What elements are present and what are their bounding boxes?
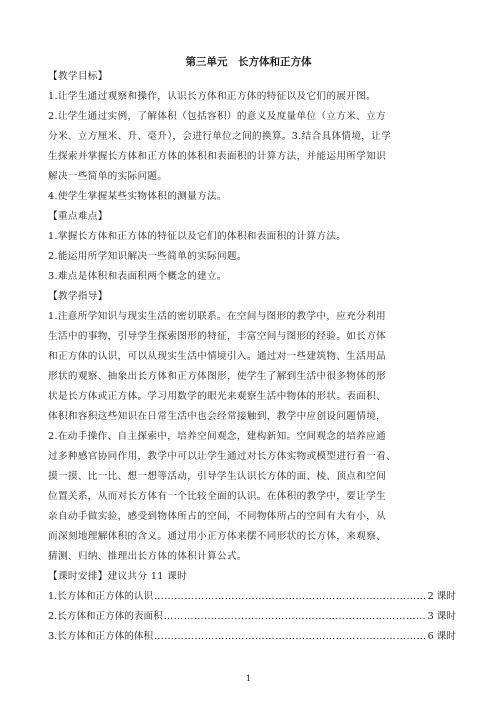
leader-dots — [154, 591, 427, 603]
schedule-item: 3.长方体和正方体的体积 — [48, 631, 154, 642]
text-line: 1.注意所学知识与现实生活的密切联系。在空间与图形的教学中，应充分利用 — [48, 311, 386, 322]
schedule-item: 1.长方体和正方体的认识 — [48, 591, 154, 602]
leader-dots — [164, 611, 427, 623]
schedule-hours: 6 课时 — [427, 631, 456, 642]
page-title: 第三单元 长方体和正方体 — [185, 56, 312, 68]
schedule-hours: 2 课时 — [427, 591, 456, 602]
section-heading-key-points: 【重点难点】 — [48, 211, 108, 222]
text-line: 分米、立方厘米、升、毫升），会进行单位之间的换算。3.结合具体情境，让学 — [48, 131, 392, 142]
text-line: 1.让学生通过观察和操作，认识长方体和正方体的特征以及它们的展开图。 — [48, 91, 377, 102]
leader-dots — [154, 631, 427, 643]
text-line: 位置关系，从而对长方体有一个比较全面的认识。在体积的教学中，要让学生 — [48, 491, 387, 502]
text-line: 生活中的事物，引导学生探索图形的特征，丰富空间与图形的经验。如长方体 — [48, 331, 387, 342]
text-line: 和正方体的认识，可以从现实生活中情境引入。通过对一些建筑物、生活用品 — [48, 351, 387, 362]
text-line: 猜测、归纳、推理出长方体的体积计算公式。 — [48, 551, 247, 562]
text-line: 状是长方体或正方体。学习用数学的眼光来观察生活中物体的形状。表面积、 — [48, 391, 387, 402]
schedule-item: 2.长方体和正方体的表面积 — [48, 611, 163, 622]
text-line: 过多种感官协同作用，教学中可以让学生通过对长方体实物或模型进行看一看、 — [48, 451, 397, 462]
text-line: 体积和容积这些知识在日常生活中也会经常接触到，教学中应创设问题情境， — [48, 411, 387, 422]
section-heading-objectives: 【教学目标】 — [48, 71, 108, 82]
text-line: 亲自动手做实验，感受到物体所占的空间，不同物体所占的空间有大有小，从 — [48, 511, 387, 522]
schedule-row — [48, 591, 456, 603]
text-line: 1.掌握长方体和正方体的特征以及它们的体积和表面积的计算方法。 — [48, 231, 347, 242]
text-line: 2.在动手操作、自主探索中，培养空间观念，建构新知。空间观念的培养应通 — [48, 431, 386, 442]
text-line: 形状的观察、抽象出长方体和正方体图形，使学生了解到生活中很多物体的形 — [48, 371, 387, 382]
text-line: 4.使学生掌握某些实物体积的测量方法。 — [48, 191, 227, 202]
text-line: 解决一些简单的实际问题。 — [48, 171, 168, 182]
schedule-row — [48, 611, 456, 623]
text-line: 生探索并掌握长方体和正方体的体积和表面积的计算方法，并能运用所学知识 — [48, 151, 387, 162]
text-line: 2.能运用所学知识解决一些简单的实际问题。 — [48, 251, 247, 262]
section-heading-guidance: 【教学指导】 — [48, 291, 108, 302]
page-number: 1 — [245, 674, 252, 683]
text-line: 3.难点是体积和表面积两个概念的建立。 — [48, 271, 227, 282]
schedule-row — [48, 631, 456, 643]
text-line: 2.让学生通过实例，了解体积（包括容积）的意义及度量单位（立方米、立方 — [48, 111, 386, 122]
section-heading-schedule: 【课时安排】建议共分 11 课时 — [48, 571, 188, 582]
text-line: 而深刻地理解体积的含义。通过用小正方体来摆不同形状的长方体，来观察、 — [48, 531, 387, 542]
text-line: 摸一摸、比一比、想一想等活动，引导学生认识长方体的面、棱、顶点和空间 — [48, 471, 387, 482]
schedule-hours: 3 课时 — [427, 611, 456, 622]
